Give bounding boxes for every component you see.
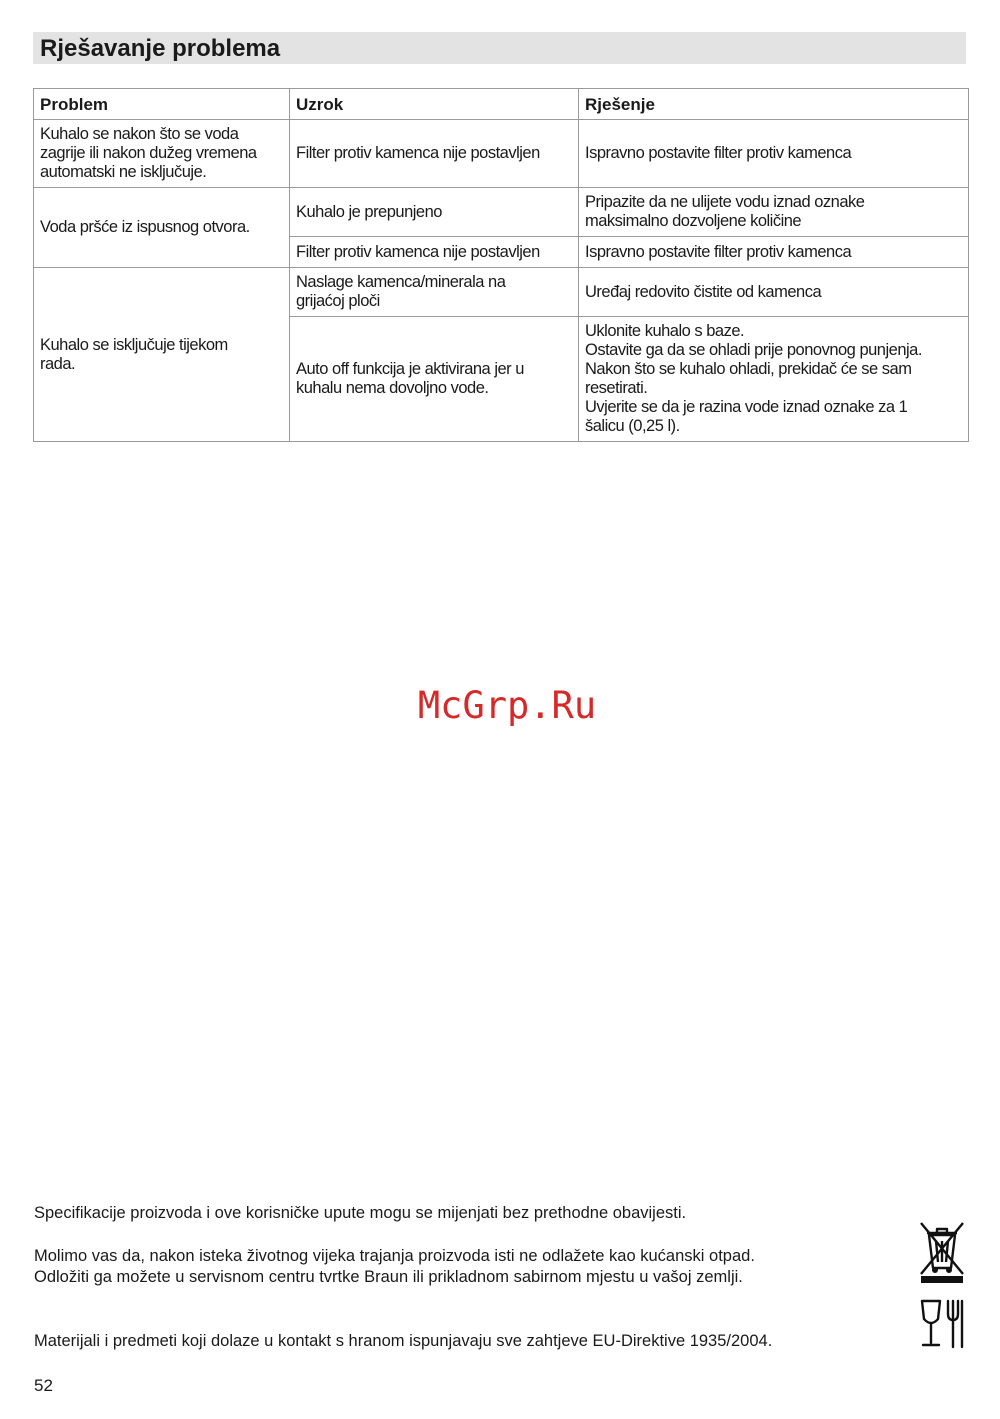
header-problem: Problem	[34, 89, 290, 120]
page-number: 52	[34, 1376, 53, 1395]
problem-cell: Kuhalo se isključuje tijekom rada.	[34, 268, 290, 442]
food-contact-note: Materijali i predmeti koji dolaze u kontakt s hranom ispunjavaju sve zahtjeve EU-Direktive 1935/2004.	[34, 1332, 773, 1350]
table-row	[34, 188, 969, 237]
solution-cell: Ispravno postavite filter protiv kamenca	[579, 120, 969, 188]
solution-cell: Pripazite da ne ulijete vodu iznad oznake maksimalno dozvoljene količine	[579, 188, 969, 237]
table-row	[34, 120, 969, 188]
watermark: McGrp.Ru	[417, 684, 597, 727]
cause-cell: Filter protiv kamenca nije postavljen	[290, 120, 579, 188]
solution-cell: Uređaj redovito čistite od kamenca	[579, 268, 969, 317]
weee-crossed-bin-icon	[916, 1218, 968, 1291]
cause-cell: Kuhalo je prepunjeno	[290, 188, 579, 237]
header-cause: Uzrok	[290, 89, 579, 120]
spec-note: Specifikacije proizvoda i ove korisničke upute mogu se mijenjati bez prethodne obavijesti.	[34, 1204, 687, 1222]
solution-cell: Uklonite kuhalo s baze. Ostavite ga da se ohladi prije ponovnog punjenja. Nakon što se kuhalo ohladi, prekidač će se sam resetirati. Uvjerite se da je razina vode iznad oznake za 1 šalicu (0,25 l).	[579, 317, 969, 442]
cause-cell: Naslage kamenca/minerala na grijaćoj ploči	[290, 268, 579, 317]
cause-cell: Filter protiv kamenca nije postavljen	[290, 237, 579, 268]
solution-cell: Ispravno postavite filter protiv kamenca	[579, 237, 969, 268]
food-contact-glass-fork-icon	[916, 1297, 968, 1356]
table-header-row	[34, 89, 969, 120]
header-solution: Rješenje	[579, 89, 969, 120]
problem-cell: Voda pršće iz ispusnog otvora.	[34, 188, 290, 268]
section-title-bar	[33, 32, 966, 64]
disposal-line-1: Molimo vas da, nakon isteka životnog vijeka trajanja proizvoda isti ne odlažete kao kućanski otpad.	[34, 1247, 755, 1265]
cause-cell: Auto off funkcija je aktivirana jer u kuhalu nema dovoljno vode.	[290, 317, 579, 442]
troubleshooting-table	[33, 88, 969, 442]
disposal-line-2: Odložiti ga možete u servisnom centru tvrtke Braun ili prikladnom sabirnom mjestu u vašoj zemlji.	[34, 1268, 743, 1286]
page-title: Rješavanje problema	[40, 35, 281, 62]
table-row	[34, 268, 969, 317]
problem-cell: Kuhalo se nakon što se voda zagrije ili nakon dužeg vremena automatski ne isključuje.	[34, 120, 290, 188]
